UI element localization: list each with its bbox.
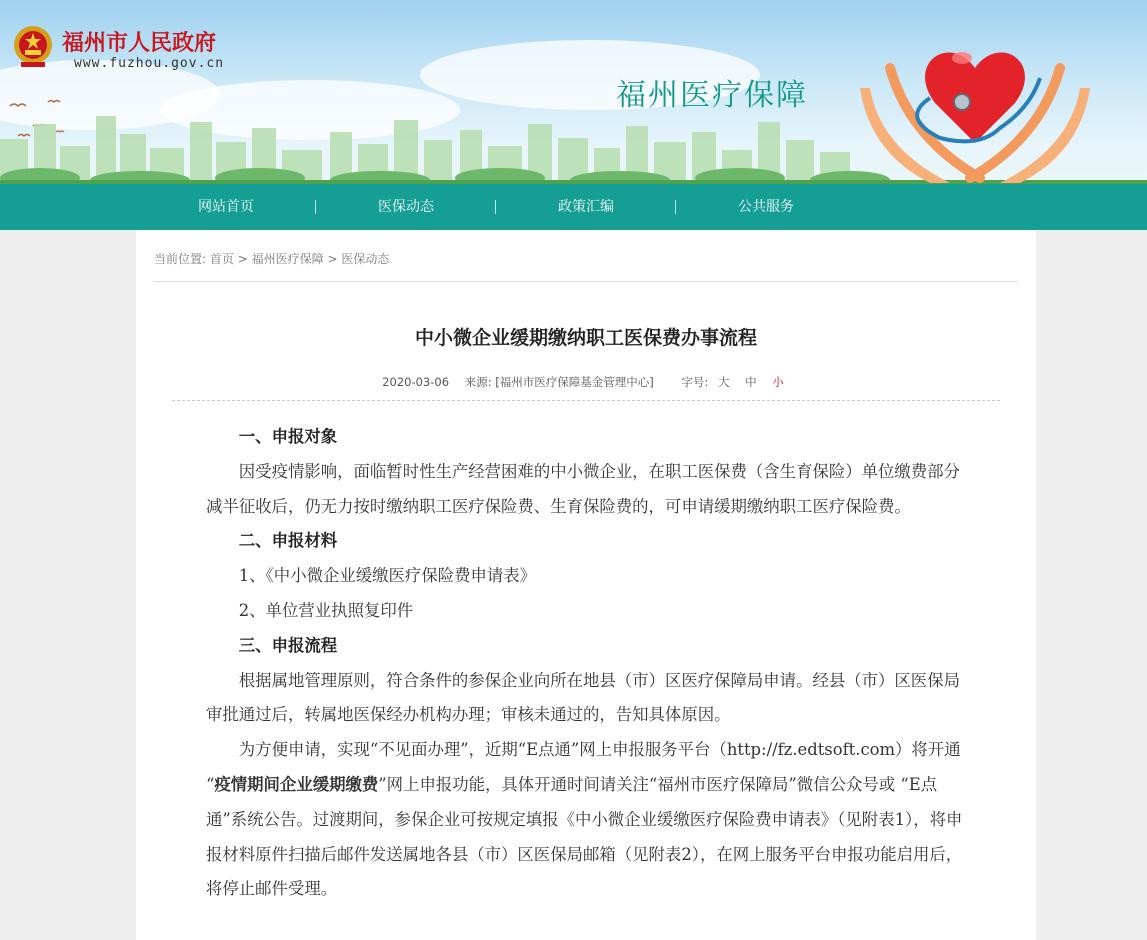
material-item: 1、《中小微企业缓缴医疗保险费申请表》 [238,566,537,586]
nav-divider [675,200,676,214]
breadcrumb-separator: > [237,252,248,266]
breadcrumb-prefix: 当前位置: [154,252,207,266]
nav-item-medical-news[interactable]: 医保动态 [378,199,434,215]
nav-divider [315,200,316,214]
nav-divider [495,200,496,214]
article-meta [136,374,1036,390]
section-heading: 一、申报对象 [238,427,338,446]
font-size-small-button[interactable]: 小 [772,375,784,389]
gov-site-url[interactable]: www.fuzhou.gov.cn [74,56,225,71]
article-date: 2020-03-06 [382,375,450,389]
heart-stethoscope-hands-icon [850,28,1100,184]
font-size-label: 字号: [681,375,709,389]
font-size-large-button[interactable]: 大 [717,375,730,389]
meta-divider [172,400,1000,401]
article-source: 来源: [福州市医疗保障基金管理中心] [464,375,654,389]
breadcrumb-medical-security[interactable]: 福州医疗保障 [251,252,324,266]
main-nav [0,184,1147,230]
gov-site-name[interactable]: 福州市人民政府 [62,30,217,56]
breadcrumb-divider [154,281,1018,282]
article-container [136,230,1036,940]
site-title: 福州医疗保障 [616,78,808,113]
breadcrumb-separator: > [327,252,338,266]
material-item: 2、单位营业执照复印件 [238,600,414,620]
header-banner [0,0,1147,184]
breadcrumb [154,250,389,267]
breadcrumb-medical-news[interactable]: 医保动态 [341,252,390,266]
nav-item-policies[interactable]: 政策汇编 [558,199,614,215]
paragraph-text: ”网上申报功能，具体开通时间请关注“福州市医疗保障局”微信公众号或 “E点通”系统公告。过渡期间，参保企业可按规定填报《中小微企业缓缴医疗保险费申请表》（见附表1），将申报材料原件扫描后邮件发送属地各县（市）区医保局邮箱（见附表2），在网上服务平台申报功能启用后，将停止邮件受理。 [206,774,963,899]
font-size-medium-button[interactable]: 中 [745,375,757,389]
paragraph: 因受疫情影响，面临暂时性生产经营困难的中小微企业，在职工医保费（含生育保险）单位缴费部分减半征收后，仍无力按时缴纳职工医疗保险费、生育保险费的，可申请缓期缴纳职工医疗保险费。 [206,461,960,516]
article-body [206,420,968,907]
paragraph [206,733,968,907]
paragraph-text: 为方便申请，实现“不见面办理”，近期“E点通”网上申报服务平台（http://fz.edtsoft.com）将开通 “ [206,740,961,794]
paragraph: 根据属地管理原则，符合条件的参保企业向所在地县（市）区医疗保障局申请。经县（市）区医保局审批通过后，转属地医保经办机构办理；审核未通过的，告知具体原因。 [206,670,960,725]
article-title: 中小微企业缓期缴纳职工医保费办事流程 [414,327,757,349]
highlighted-text: 疫情期间企业缓期缴费 [214,774,379,794]
nav-item-home[interactable]: 网站首页 [198,199,254,215]
section-heading: 二、申报材料 [238,531,338,551]
breadcrumb-home[interactable]: 首页 [209,252,234,266]
nav-item-public-services[interactable]: 公共服务 [738,199,794,215]
section-heading: 三、申报流程 [238,635,338,655]
national-emblem-icon [12,24,54,70]
